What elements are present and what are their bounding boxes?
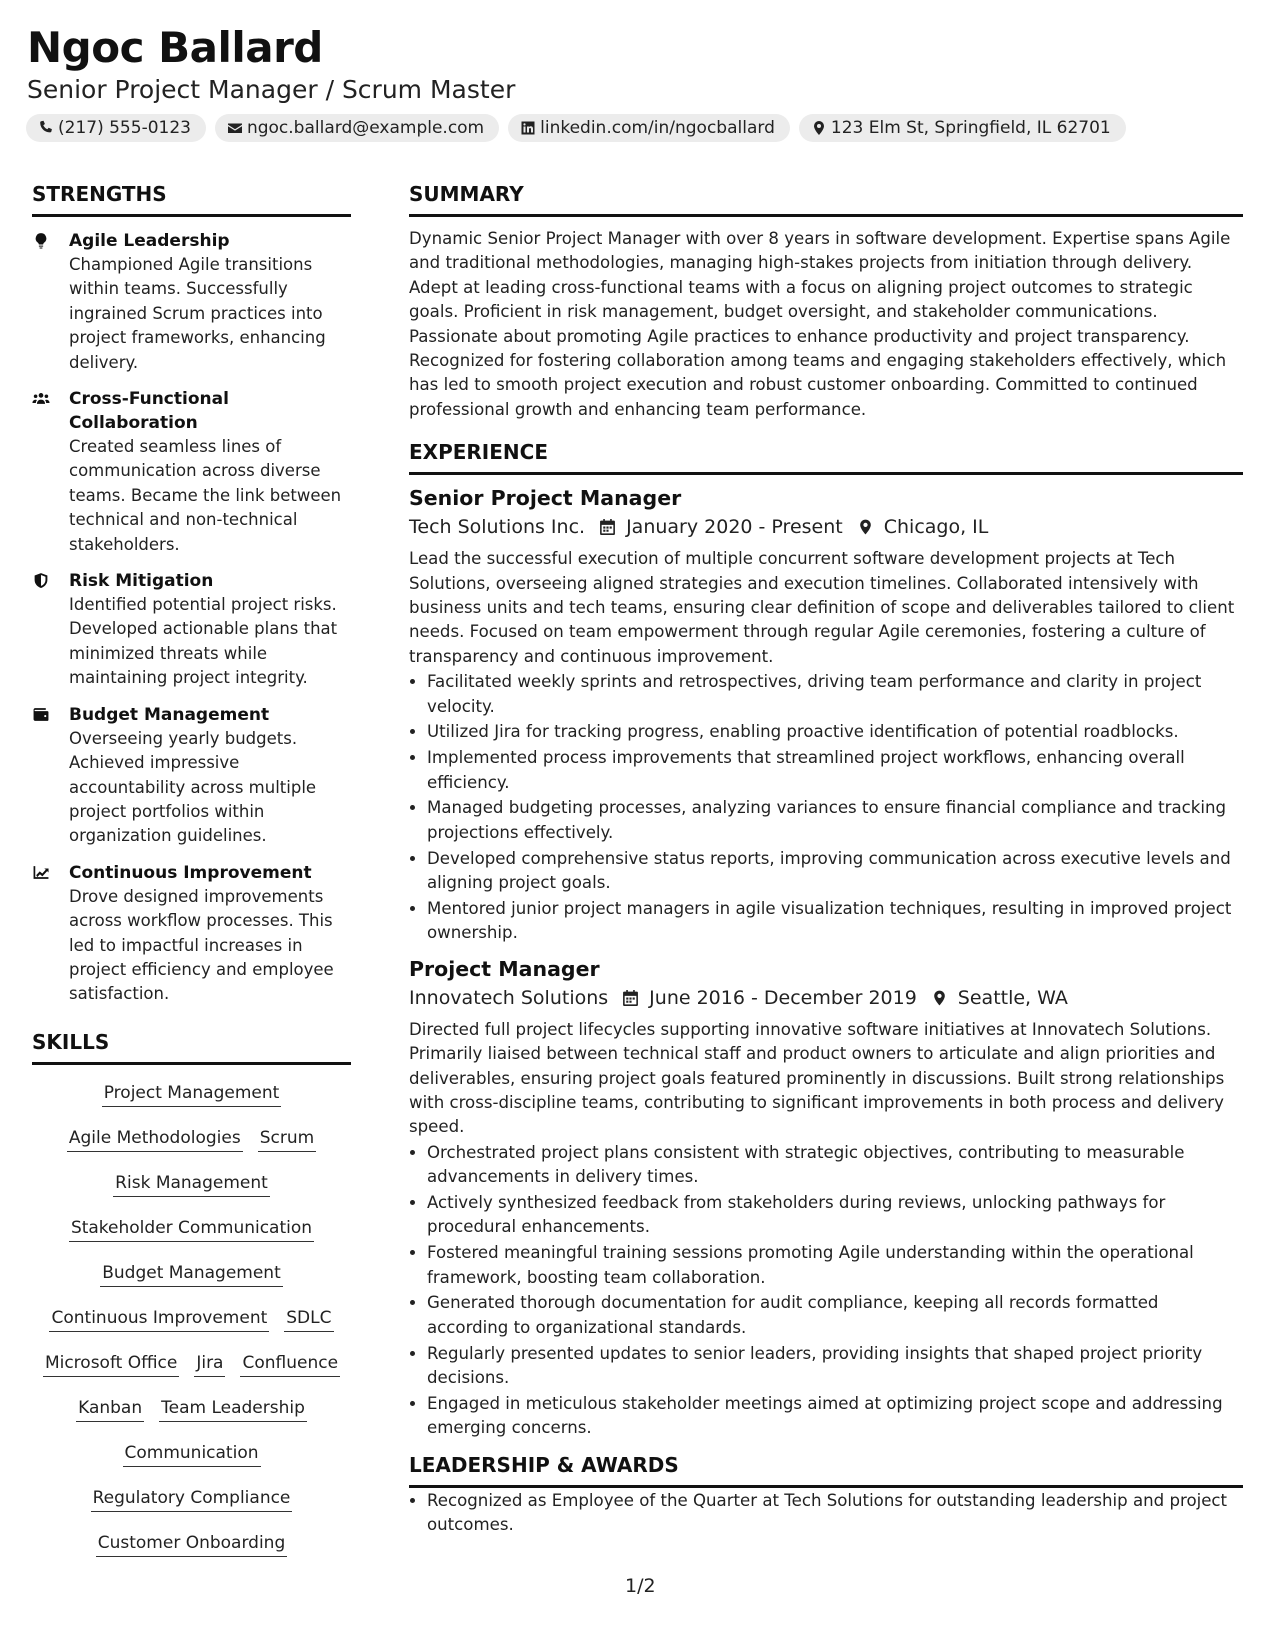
wallet-icon: [32, 706, 50, 723]
email-text: ngoc.ballard@example.com: [246, 118, 485, 138]
map-pin-icon: [811, 120, 827, 136]
job-company: Tech Solutions Inc.: [409, 516, 586, 539]
job-location: Seattle, WA: [957, 986, 1068, 1009]
skill-tag: Stakeholder Communication: [69, 1216, 314, 1242]
linkedin-contact[interactable]: [508, 114, 790, 142]
address-contact[interactable]: [799, 114, 1126, 142]
candidate-title: Senior Project Manager / Scrum Master: [27, 75, 516, 104]
skill-tag: Jira: [194, 1351, 225, 1377]
strengths-heading: STRENGTHS: [32, 181, 351, 217]
skill-tag: Customer Onboarding: [96, 1531, 288, 1557]
bullet-item: • Managed budgeting processes, analyzing variances to ensure financial compliance and tracking projections effectively.: [427, 796, 1243, 845]
strength-item: [32, 703, 351, 849]
skill-tag: Communication: [123, 1441, 261, 1467]
strength-item: [32, 861, 351, 1007]
contact-bar: [26, 114, 1126, 142]
bullet-item: • Fostered meaningful training sessions promoting Agile understanding within the operational framework, boosting team collaboration.: [427, 1241, 1243, 1290]
strength-description: Created seamless lines of communication across diverse teams. Became the link between technical and non-technical stakeholders.: [69, 437, 342, 554]
phone-text: (217) 555-0123: [58, 118, 191, 138]
job-dates: June 2016 - December 2019: [649, 986, 917, 1009]
calendar-icon: [622, 989, 639, 1007]
linkedin-text: linkedin.com/in/ngocballard: [540, 118, 775, 138]
bullet-item: • Regularly presented updates to senior leaders, providing insights that shaped project priority decisions.: [427, 1342, 1243, 1391]
skill-tag: Team Leadership: [159, 1396, 307, 1422]
calendar-icon: [599, 518, 616, 536]
strength-title: Continuous Improvement: [69, 862, 312, 883]
page-number: 1/2: [625, 1575, 656, 1597]
strength-description: Championed Agile transitions within teams. Successfully ingrained Scrum practices into project frameworks, enhancing delivery.: [69, 255, 326, 372]
bullet-item: • Orchestrated project plans consistent with strategic objectives, contributing to measurable advancements in delivery times.: [427, 1141, 1243, 1190]
skill-tag: Microsoft Office: [43, 1351, 179, 1377]
strength-item: [32, 569, 351, 691]
bullet-item: • Generated thorough documentation for audit compliance, keeping all records formatted according to organizational standards.: [427, 1291, 1243, 1340]
job-title: Project Manager: [409, 956, 600, 981]
skill-tag: Budget Management: [100, 1261, 283, 1287]
strength-item: [32, 387, 351, 557]
skill-tag: Risk Management: [113, 1171, 270, 1197]
job-meta: [409, 984, 1243, 1012]
bullet-item: • Actively synthesized feedback from stakeholders during reviews, unlocking pathways for procedural enhancements.: [427, 1191, 1243, 1240]
skill-tag: Agile Methodologies: [67, 1126, 243, 1152]
skill-tag: Kanban: [76, 1396, 144, 1422]
strength-title: Cross-Functional Collaboration: [69, 389, 229, 434]
job-company: Innovatech Solutions: [409, 986, 609, 1009]
skill-tag: Regulatory Compliance: [91, 1486, 293, 1512]
linkedin-icon: [520, 120, 536, 136]
map-pin-icon: [857, 518, 874, 536]
chart-line-icon: [32, 864, 50, 881]
skill-tag: Project Management: [102, 1081, 282, 1107]
summary-text: Dynamic Senior Project Manager with over 8 years in software development. Expertise spans Agile and traditional methodologies, managing high-stakes projects from initiation through delivery. Adept at leading cross-functional teams with a focus on aligning project outcomes to strategic goals. Proficient in risk management, budget oversight, and stakeholder communications. Passionate about promoting Agile practices to enhance productivity and project transparency. Recognized for fostering collaboration among teams and engaging stakeholders effectively, which has led to smooth project execution and robust customer onboarding. Committed to continued professional growth and enhancing team performance.: [409, 229, 1231, 419]
job-entry: [409, 955, 1243, 1441]
map-pin-icon: [931, 989, 948, 1007]
bullet-item: • Facilitated weekly sprints and retrospectives, driving team performance and clarity in project velocity.: [427, 670, 1243, 719]
phone-contact[interactable]: [26, 114, 206, 142]
job-bullets: [409, 670, 1243, 945]
strength-title: Agile Leadership: [69, 231, 230, 251]
skill-tag: Continuous Improvement: [49, 1306, 269, 1332]
email-contact[interactable]: [215, 114, 499, 142]
bullet-item: • Mentored junior project managers in agile visualization techniques, resulting in improved project ownership.: [427, 897, 1243, 946]
awards-list: [409, 1489, 1243, 1538]
envelope-icon: [227, 120, 243, 136]
job-dates: January 2020 - Present: [626, 516, 843, 539]
users-icon: [32, 390, 50, 407]
summary-heading: SUMMARY: [409, 181, 1243, 217]
strength-title: Risk Mitigation: [69, 571, 214, 592]
strength-description: Identified potential project risks. Developed actionable plans that minimized threats while maintaining project integrity.: [69, 595, 338, 688]
award-item: • Recognized as Employee of the Quarter at Tech Solutions for outstanding leadership and project outcomes.: [427, 1489, 1243, 1538]
address-text: 123 Elm St, Springfield, IL 62701: [830, 118, 1111, 138]
lightbulb-icon: [32, 232, 50, 249]
strength-description: Overseeing yearly budgets. Achieved impressive accountability across multiple project portfolios within organization guidelines.: [69, 728, 317, 846]
bullet-item: • Engaged in meticulous stakeholder meetings aimed at optimizing project scope and addressing emerging concerns.: [427, 1392, 1243, 1441]
job-bullets: [409, 1141, 1243, 1441]
bullet-item: • Utilized Jira for tracking progress, enabling proactive identification of potential roadblocks.: [427, 720, 1243, 744]
shield-icon: [32, 572, 50, 589]
job-location: Chicago, IL: [883, 516, 989, 539]
job-meta: [409, 513, 1243, 541]
skill-tag: Scrum: [258, 1126, 316, 1152]
bullet-item: • Implemented process improvements that streamlined project workflows, enhancing overall efficiency.: [427, 746, 1243, 795]
job-description: Lead the successful execution of multiple concurrent software development projects at Tech Solutions, overseeing aligned strategies and execution timelines. Collaborated intensively with business units and tech teams, ensuring clear definition of scope and deliverables tailored to client needs. Focused on team empowerment through regular Agile ceremonies, fostering a culture of transparency and continuous improvement.: [409, 549, 1235, 666]
job-title: Senior Project Manager: [409, 486, 682, 511]
strength-description: Drove designed improvements across workflow processes. This led to impactful increases in project efficiency and employee satisfaction.: [69, 886, 334, 1004]
skills-list: [32, 1081, 351, 1576]
job-description: Directed full project lifecycles supporting innovative software initiatives at Innovatech Solutions. Primarily liaised between technical staff and product owners to articulate and align priorities and deliverables, ensuring project goals featured prominently in discussions. Built strong relationships with cross-discipline teams, contributing to significant improvements in both process and delivery speed.: [409, 1019, 1225, 1137]
job-entry: [409, 484, 1243, 945]
bullet-item: • Developed comprehensive status reports, improving communication across executive levels and aligning project goals.: [427, 847, 1243, 896]
experience-heading: EXPERIENCE: [409, 439, 1243, 475]
phone-icon: [38, 120, 54, 136]
skills-heading: SKILLS: [32, 1029, 351, 1065]
left-column: [32, 181, 351, 1576]
candidate-name: Ngoc Ballard: [27, 23, 323, 72]
strength-title: Budget Management: [69, 704, 270, 725]
skill-tag: Confluence: [240, 1351, 340, 1377]
strength-item: [32, 229, 351, 375]
skill-tag: SDLC: [284, 1306, 333, 1332]
right-column: [409, 181, 1243, 1539]
awards-heading: LEADERSHIP & AWARDS: [409, 1452, 1243, 1488]
